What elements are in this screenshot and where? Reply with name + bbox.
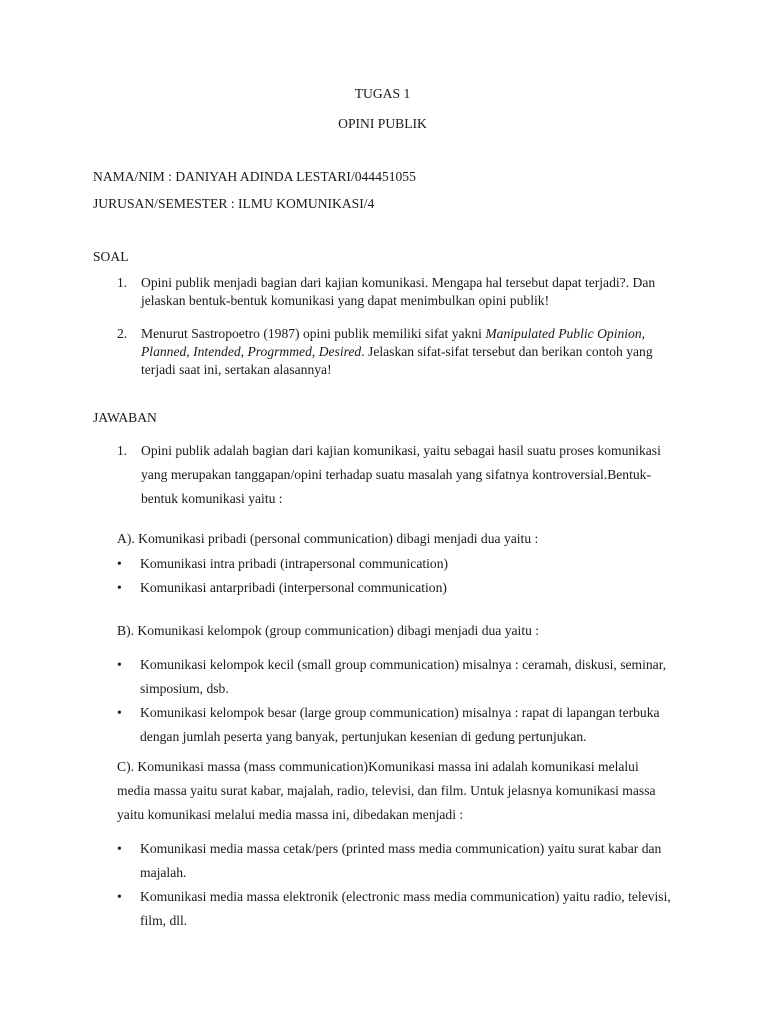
question-list	[93, 274, 672, 379]
list-item-text: Komunikasi kelompok kecil (small group communication) misalnya : ceramah, diskusi, seminar, simposium, dsb.	[140, 657, 667, 696]
answer-number: 1.	[117, 443, 128, 458]
bullet-icon: •	[117, 841, 122, 856]
question-number: 1.	[117, 275, 128, 290]
bullet-icon: •	[117, 889, 122, 904]
answer-item	[93, 439, 672, 511]
list-item	[93, 576, 672, 600]
soal-heading: SOAL	[93, 249, 129, 264]
question-item	[93, 274, 672, 310]
student-major-line: JURUSAN/SEMESTER : ILMU KOMUNIKASI/4	[93, 196, 375, 211]
bullet-icon: •	[117, 657, 122, 672]
question-text: Opini publik menjadi bagian dari kajian komunikasi. Mengapa hal tersebut dapat terjadi?. Dan jelaskan bentuk-bentuk komunikasi yang dapat menimbulkan opini publik!	[141, 275, 656, 308]
list-item-text: Komunikasi kelompok besar (large group communication) misalnya : rapat di lapangan terbuka dengan jumlah peserta yang banyak, pertunjukan kesenian di gedung pertunjukan.	[140, 705, 660, 744]
section-c-list	[93, 837, 672, 933]
section-b-heading: B). Komunikasi kelompok (group communication) dibagi menjadi dua yaitu :	[117, 623, 540, 638]
list-item	[93, 837, 672, 885]
list-item	[93, 653, 672, 701]
bullet-icon: •	[117, 580, 122, 595]
list-item	[93, 552, 672, 576]
section-a-heading: A). Komunikasi pribadi (personal communication) dibagi menjadi dua yaitu :	[117, 531, 539, 546]
section-c-paragraph: C). Komunikasi massa (mass communication)Komunikasi massa ini adalah komunikasi melalui media massa yaitu surat kabar, majalah, radio, televisi, dan film. Untuk jelasnya komunikasi massa yaitu komunikasi melalui media massa ini, dibedakan menjadi :	[117, 759, 656, 822]
section-b-list	[93, 653, 672, 749]
list-item	[93, 701, 672, 749]
bullet-icon: •	[117, 705, 122, 720]
answer-text: Opini publik adalah bagian dari kajian komunikasi, yaitu sebagai hasil suatu proses komunikasi yang merupakan tanggapan/opini terhadap suatu masalah yang sifatnya kontroversial.Bentuk-bentuk komunikasi yaitu :	[141, 443, 661, 506]
list-item-text: Komunikasi antarpribadi (interpersonal communication)	[140, 580, 447, 595]
jawaban-heading: JAWABAN	[93, 410, 157, 425]
student-name-line: NAMA/NIM : DANIYAH ADINDA LESTARI/044451055	[93, 169, 416, 184]
question-text-part: . Jelaskan sifat-sifat tersebut dan berikan contoh yang terjadi saat ini, sertakan alasannya!	[141, 344, 653, 377]
list-item-text: Komunikasi media massa elektronik (electronic mass media communication) yaitu radio, televisi, film, dll.	[140, 889, 671, 928]
list-item-text: Komunikasi intra pribadi (intrapersonal communication)	[140, 556, 449, 571]
bullet-icon: •	[117, 556, 122, 571]
list-item	[93, 885, 672, 933]
question-item	[93, 325, 672, 379]
question-number: 2.	[117, 326, 128, 341]
question-italic-terms: Manipulated Public Opinion, Planned, Intended, Progrmmed, Desired	[141, 326, 646, 359]
section-a-list	[93, 552, 672, 600]
assignment-title: TUGAS 1	[354, 86, 411, 101]
assignment-subtitle: OPINI PUBLIK	[338, 116, 427, 131]
question-text-part: Menurut Sastropoetro (1987) opini publik memiliki sifat yakni	[141, 326, 486, 341]
list-item-text: Komunikasi media massa cetak/pers (printed mass media communication) yaitu surat kabar dan majalah.	[140, 841, 662, 880]
answer-list	[93, 439, 672, 511]
